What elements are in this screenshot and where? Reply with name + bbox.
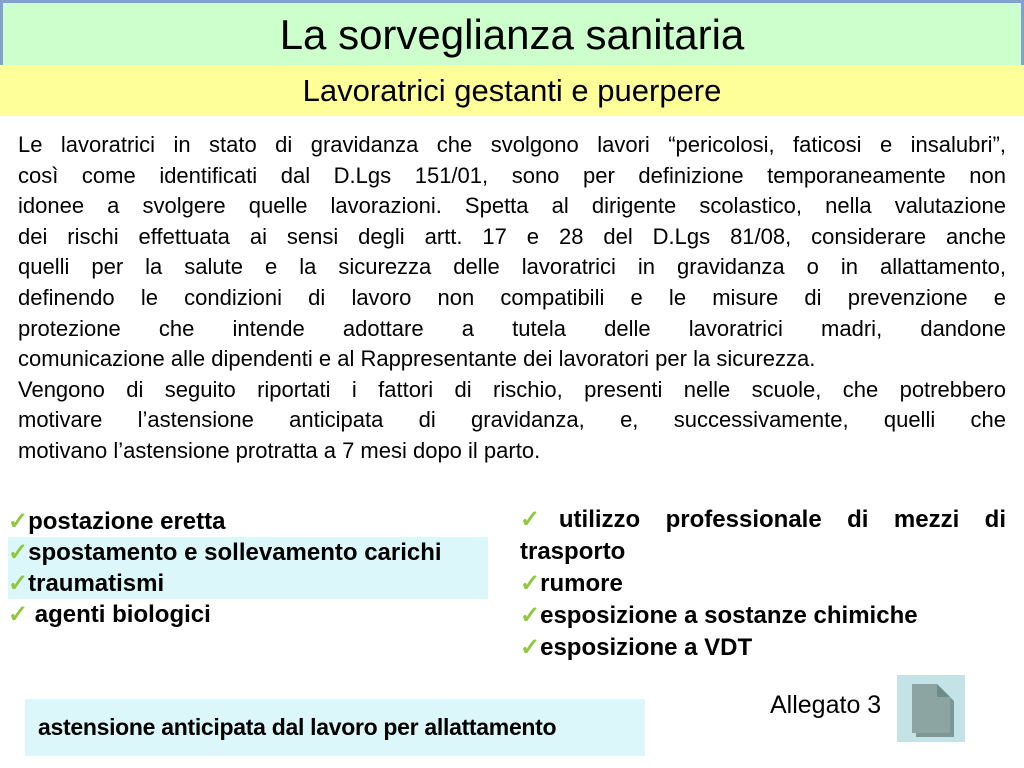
body-line: Vengono di seguito riportati i fattori di rischio, presenti nelle scuole, che potrebbero [18,376,1006,402]
risk-item-rumore [520,568,1006,600]
check-icon: ✓ [520,570,541,597]
risk-item-label: utilizzo professionale di mezzi di [558,506,1007,533]
body-line: dei rischi effettuata ai sensi degli artt. 17 e 28 del D.Lgs 81/08, considerare anche [18,223,1006,249]
page-subtitle: Lavoratrici gestanti e puerpere [302,73,722,108]
body-line: motivano l’astensione protratta a 7 mesi dopo il parto. [18,437,541,463]
check-icon: ✓ [520,602,541,629]
risk-item-mezzi-trasporto-wrap [520,536,1006,568]
risk-item-postazione-eretta [8,506,488,537]
body-line: quelli per la salute e la sicurezza delle lavoratrici in gravidanza o in allattamento, [18,254,1006,280]
check-icon: ✓ [8,508,29,535]
subtitle-banner [0,65,1024,116]
risk-item-label: spostamento e sollevamento carichi [28,539,442,566]
body-line: motivare l’astensione anticipata di gravidanza, e, successivamente, quelli che [18,407,1006,433]
body-paragraphs [18,130,1006,467]
check-icon: ✓ [8,539,29,566]
body-line: definendo le condizioni di lavoro non compatibili e le misure di prevenzione e [18,284,1006,310]
check-icon: ✓ [520,506,559,533]
check-icon: ✓ [520,634,541,661]
document-icon[interactable] [897,675,965,742]
risk-item-label: esposizione a sostanze chimiche [540,602,918,629]
check-icon: ✓ [8,570,29,597]
body-line: comunicazione alle dipendenti e al Rappresentante dei lavoratori per la sicurezza. [18,346,816,372]
risk-item-label: agenti biologici [28,601,211,628]
risk-item-sostanze-chimiche [520,600,1006,632]
title-banner [0,0,1024,65]
risk-item-label: rumore [540,570,623,597]
risk-item-mezzi-trasporto [520,504,1006,536]
risk-item-vdt [520,632,1006,664]
body-line: idonee a svolgere quelle lavorazioni. Spetta al dirigente scolastico, nella valutazione [18,193,1006,219]
body-line: così come identificati dal D.Lgs 151/01, sono per definizione temporaneamente non [18,162,1006,188]
page-title: La sorveglianza sanitaria [279,11,745,58]
risk-item-traumatismi [8,568,488,599]
risk-item-label: esposizione a VDT [540,634,753,661]
body-line: protezione che intende adottare a tutela delle lavoratrici madri, dandone [18,315,1006,341]
risk-item-label: trasporto [520,538,626,565]
bottom-banner-text: astensione anticipata dal lavoro per allattamento [38,714,557,740]
risk-item-spostamento-carichi [8,537,488,568]
risk-item-agenti-biologici [8,599,488,630]
risk-list-left [8,500,488,630]
body-line: Le lavoratrici in stato di gravidanza che svolgono lavori “pericolosi, faticosi e insalubri”, [18,132,1006,157]
attachment-label: Allegato 3 [770,691,882,719]
risk-item-label: postazione eretta [28,508,226,535]
check-icon: ✓ [8,601,29,628]
risk-item-label: traumatismi [28,570,165,597]
bottom-highlight-banner [25,699,645,756]
risk-list-right [520,504,1006,664]
